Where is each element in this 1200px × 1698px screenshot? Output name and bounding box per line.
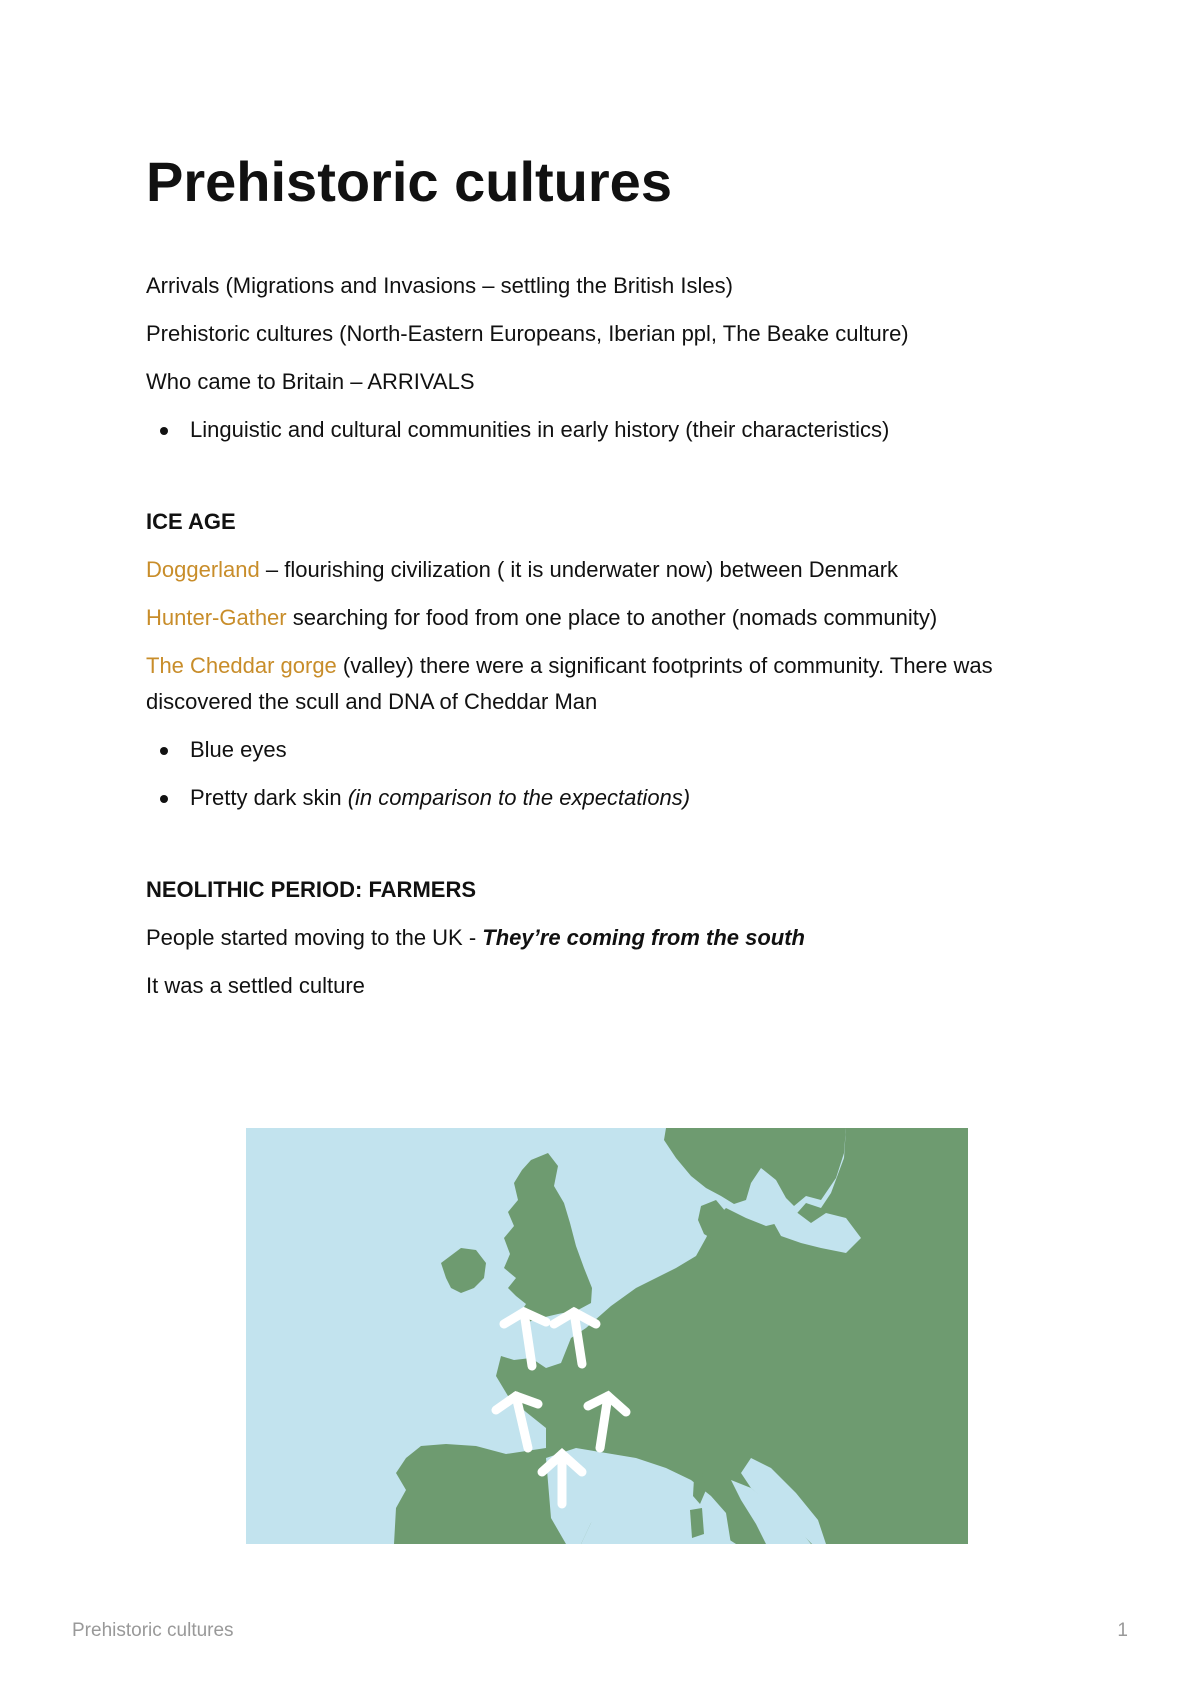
cheddar-term: The Cheddar gorge	[146, 653, 337, 678]
cheddar-paragraph	[146, 648, 1076, 720]
intro-line-1: Arrivals (Migrations and Invasions – settling the British Isles)	[146, 273, 733, 298]
intro-line-2: Prehistoric cultures (North-Eastern Europeans, Iberian ppl, The Beake culture)	[146, 321, 909, 346]
neolithic-line-1-text: People started moving to the UK -	[146, 925, 483, 950]
skin-text: Pretty dark skin	[190, 785, 348, 810]
ice-age-heading: ICE AGE	[146, 509, 236, 534]
neolithic-heading: NEOLITHIC PERIOD: FARMERS	[146, 877, 477, 902]
list-item: Blue eyes	[146, 732, 1076, 768]
page-number: 1	[1117, 1620, 1128, 1641]
list-item: Linguistic and cultural communities in early history (their characteristics)	[146, 412, 1076, 448]
neolithic-line-2: It was a settled culture	[146, 973, 365, 998]
footer-title: Prehistoric cultures	[72, 1620, 234, 1641]
neolithic-line-1	[146, 920, 1076, 956]
neolithic-line-1-emphasis: They’re coming from the south	[482, 925, 805, 950]
page-title: Prehistoric cultures	[146, 150, 672, 213]
doggerland-term: Doggerland	[146, 557, 260, 582]
intro-bullet-list	[146, 412, 1076, 448]
intro-line-3: Who came to Britain – ARRIVALS	[146, 369, 475, 394]
europe-migration-map	[246, 1128, 968, 1544]
doggerland-text: – flourishing civilization ( it is underwater now) between Denmark	[259, 557, 899, 582]
hunter-text: searching for food from one place to another (nomads community)	[286, 605, 938, 630]
doggerland-paragraph	[146, 552, 1076, 588]
cheddar-bullet-list	[146, 732, 1076, 816]
cheddar-text: (valley) there were a significant footprints of community. There was discovered the scull and DNA of Cheddar Man	[146, 653, 993, 714]
sardinia-land	[690, 1508, 704, 1538]
hunter-term: Hunter-Gather	[146, 605, 287, 630]
document-body	[146, 148, 1076, 1004]
list-item	[146, 780, 1076, 816]
hunter-paragraph	[146, 600, 1076, 636]
skin-note: (in comparison to the expectations)	[347, 785, 691, 810]
